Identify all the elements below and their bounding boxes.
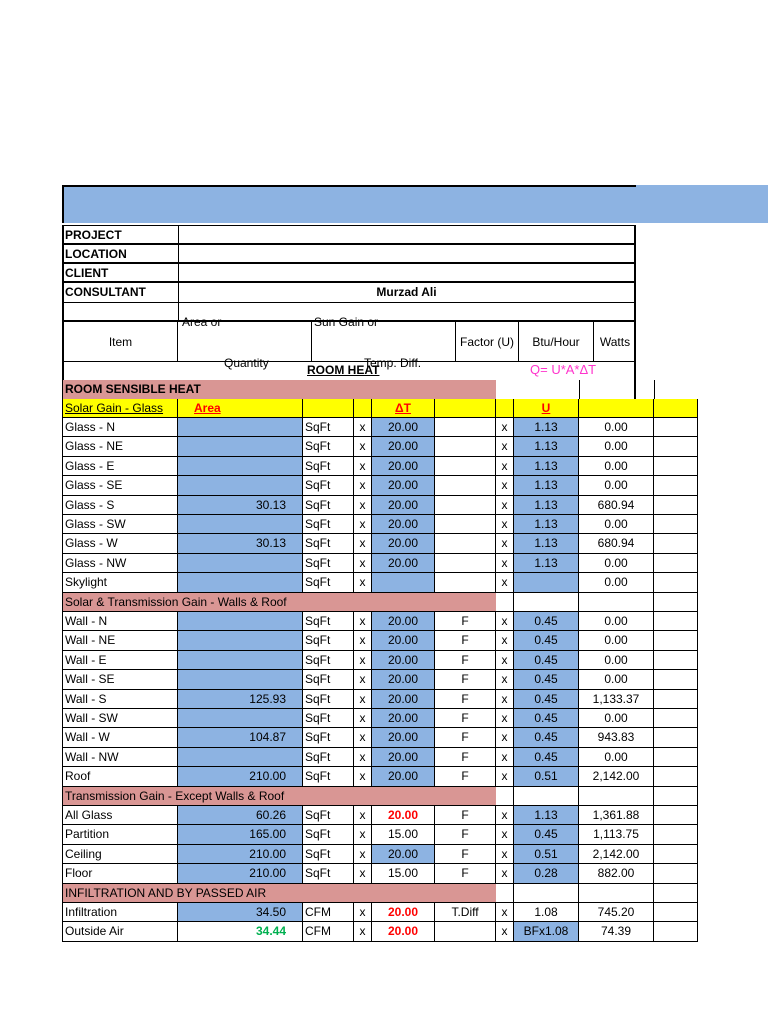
row-delta-t: 20.00 [372,476,435,495]
row-multiply: x [354,825,372,844]
row-multiply: x [354,573,372,592]
info-label: LOCATION [65,247,127,261]
row-u: 0.45 [514,690,579,709]
row-multiply: x [354,845,372,864]
row-multiply: x [496,748,514,767]
row-area [178,418,303,437]
row-unit: SqFt [303,709,354,728]
table-row [62,748,636,767]
section-label: ROOM SENSIBLE HEAT [62,380,496,399]
row-item: Wall - W [62,728,178,747]
row-factor-f [435,476,496,495]
row-item: Wall - S [62,690,178,709]
row-item: Glass - N [62,418,178,437]
row-multiply: x [496,845,514,864]
row-multiply: x [354,864,372,883]
row-multiply: x [496,554,514,573]
row-u: 0.45 [514,612,579,631]
row-unit: SqFt [303,806,354,825]
row-u: 0.45 [514,670,579,689]
row-factor-f [435,496,496,515]
section-infiltration [62,884,636,903]
row-u: 0.51 [514,767,579,786]
row-item: Outside Air [62,922,178,941]
row-delta-t: 20.00 [372,922,435,941]
row-u: 0.45 [514,651,579,670]
row-btu: 2,142.00 [579,767,654,786]
row-item: Wall - NE [62,631,178,650]
row-area: 210.00 [178,845,303,864]
row-btu: 0.00 [579,651,654,670]
row-area [178,515,303,534]
row-factor-f: T.Diff [435,903,496,922]
row-item: Wall - E [62,651,178,670]
row-watts [654,806,698,825]
section-label: Transmission Gain - Except Walls & Roof [62,787,496,806]
row-item: Glass - S [62,496,178,515]
row-multiply: x [354,554,372,573]
section-sensible-heat [62,380,636,399]
row-factor-f: F [435,845,496,864]
row-area [178,748,303,767]
table-row [62,631,636,650]
row-multiply: x [496,476,514,495]
row-area: 125.93 [178,690,303,709]
row-unit: SqFt [303,573,354,592]
col-factor: Factor (U) [456,322,519,361]
row-unit: SqFt [303,496,354,515]
row-item: Glass - SW [62,515,178,534]
row-multiply: x [354,496,372,515]
row-multiply: x [496,864,514,883]
row-unit: SqFt [303,437,354,456]
row-delta-t: 20.00 [372,748,435,767]
table-row [62,709,636,728]
row-btu: 0.00 [579,476,654,495]
row-multiply: x [354,922,372,941]
row-multiply: x [354,690,372,709]
table-row [62,767,640,786]
row-unit: SqFt [303,651,354,670]
row-item: Glass - NE [62,437,178,456]
table-row [62,690,640,709]
info-row-consultant [62,282,636,303]
row-multiply: x [496,496,514,515]
row-btu: 0.00 [579,670,654,689]
row-delta-t: 20.00 [372,457,435,476]
row-delta-t: 20.00 [372,670,435,689]
row-multiply: x [354,476,372,495]
table-row [62,806,640,825]
row-watts [654,670,698,689]
row-delta-t: 20.00 [372,437,435,456]
row-multiply: x [354,418,372,437]
table-row [62,864,636,883]
row-delta-t: 15.00 [372,864,435,883]
row-area: 60.26 [178,806,303,825]
row-multiply: x [354,728,372,747]
row-area: 30.13 [178,534,303,553]
row-multiply: x [354,631,372,650]
row-unit: SqFt [303,864,354,883]
subheader-u: U [514,399,579,418]
row-multiply: x [354,709,372,728]
row-item: Skylight [62,573,178,592]
row-watts [654,437,698,456]
row-delta-t: 20.00 [372,534,435,553]
row-multiply: x [496,651,514,670]
row-area [178,631,303,650]
info-label: PROJECT [65,228,122,242]
row-watts [654,767,698,786]
row-delta-t: 20.00 [372,515,435,534]
cut-quantity-label: Quantity [224,356,269,370]
row-u: 1.13 [514,554,579,573]
row-multiply: x [354,806,372,825]
row-u: 1.13 [514,496,579,515]
row-u: 0.45 [514,631,579,650]
row-area [178,476,303,495]
row-delta-t: 20.00 [372,903,435,922]
table-row [62,418,636,437]
row-unit: CFM [303,922,354,941]
row-multiply: x [496,709,514,728]
row-factor-f [435,457,496,476]
row-btu: 1,133.37 [579,690,654,709]
row-u: 1.13 [514,806,579,825]
row-delta-t: 20.00 [372,845,435,864]
row-unit: SqFt [303,845,354,864]
row-watts [654,554,698,573]
table-row [62,612,636,631]
row-unit: SqFt [303,631,354,650]
row-watts [654,651,698,670]
table-row [62,457,636,476]
row-watts [654,476,698,495]
row-watts [654,903,698,922]
row-area: 165.00 [178,825,303,844]
row-btu: 0.00 [579,515,654,534]
row-factor-f: F [435,670,496,689]
row-item: Partition [62,825,178,844]
row-btu: 0.00 [579,418,654,437]
row-multiply: x [354,515,372,534]
row-multiply: x [354,612,372,631]
row-multiply: x [496,631,514,650]
row-area: 34.50 [178,903,303,922]
row-delta-t: 20.00 [372,612,435,631]
row-multiply: x [496,612,514,631]
row-area [178,612,303,631]
table-row [62,922,636,941]
row-factor-f [435,573,496,592]
info-row-location [62,244,636,263]
row-factor-f: F [435,806,496,825]
table-row [62,496,636,515]
row-delta-t: 20.00 [372,690,435,709]
row-u: BFx1.08 [514,922,579,941]
row-watts [654,845,698,864]
table-row [62,437,636,456]
row-area [178,457,303,476]
row-multiply: x [496,670,514,689]
row-delta-t: 20.00 [372,631,435,650]
row-u: 0.45 [514,709,579,728]
row-factor-f: F [435,864,496,883]
row-multiply: x [496,534,514,553]
row-item: Wall - N [62,612,178,631]
row-u: 1.13 [514,534,579,553]
row-delta-t [372,573,435,592]
row-unit: SqFt [303,612,354,631]
row-watts [654,457,698,476]
room-heat-label: ROOM HEAT [307,363,380,377]
row-multiply: x [496,437,514,456]
row-multiply: x [496,806,514,825]
row-factor-f [435,418,496,437]
row-btu: 745.20 [579,903,654,922]
row-multiply: x [496,728,514,747]
row-u: 1.13 [514,457,579,476]
subheader-row [62,399,636,418]
row-delta-t: 20.00 [372,806,435,825]
row-area: 30.13 [178,496,303,515]
row-multiply: x [496,457,514,476]
row-factor-f: F [435,612,496,631]
table-row [62,903,636,922]
row-factor-f [435,515,496,534]
row-item: Infiltration [62,903,178,922]
row-watts [654,631,698,650]
row-btu: 0.00 [579,612,654,631]
row-u: 1.13 [514,418,579,437]
row-multiply: x [496,573,514,592]
row-delta-t: 20.00 [372,709,435,728]
row-watts [654,864,698,883]
row-factor-f [435,437,496,456]
row-btu: 943.83 [579,728,654,747]
row-factor-f: F [435,767,496,786]
row-multiply: x [496,825,514,844]
subheader-area: Area [178,399,303,418]
row-btu: 2,142.00 [579,845,654,864]
section-except [62,787,636,806]
cut-sun-label: Sun Gain or [314,315,379,329]
row-area [178,670,303,689]
row-area [178,554,303,573]
row-u: 1.08 [514,903,579,922]
consultant-name: Murzad Ali [376,285,437,299]
row-factor-f [435,922,496,941]
row-delta-t: 20.00 [372,767,435,786]
row-delta-t: 20.00 [372,728,435,747]
row-watts [654,515,698,534]
row-factor-f: F [435,825,496,844]
row-watts [654,728,698,747]
table-row [62,651,636,670]
title-frame [62,185,636,223]
row-btu: 0.00 [579,554,654,573]
row-area [178,573,303,592]
row-u: 1.13 [514,476,579,495]
row-area [178,709,303,728]
row-unit: SqFt [303,554,354,573]
row-btu: 0.00 [579,631,654,650]
row-unit: SqFt [303,748,354,767]
row-watts [654,612,698,631]
row-btu: 0.00 [579,573,654,592]
table-row [62,845,640,864]
row-u: 1.13 [514,437,579,456]
cut-area-label: Area or [182,315,222,329]
row-btu: 680.94 [579,534,654,553]
row-multiply: x [354,903,372,922]
info-row-project [62,225,636,244]
info-label: CLIENT [65,266,109,280]
subheader-label: Solar Gain - Glass [62,399,178,418]
row-multiply: x [354,748,372,767]
col-btu: Btu/Hour [519,322,594,361]
row-delta-t: 15.00 [372,825,435,844]
room-heat-row [62,361,636,380]
table-row [62,670,636,689]
row-u: 0.45 [514,825,579,844]
row-btu: 0.00 [579,457,654,476]
row-area [178,437,303,456]
row-area: 104.87 [178,728,303,747]
row-u: 1.13 [514,515,579,534]
row-delta-t: 20.00 [372,554,435,573]
row-u [514,573,579,592]
table-row [62,573,636,592]
row-item: Roof [62,767,178,786]
row-watts [654,534,698,553]
row-area: 34.44 [178,922,303,941]
row-factor-f: F [435,651,496,670]
table-row [62,554,636,573]
row-btu: 0.00 [579,437,654,456]
row-u: 0.45 [514,728,579,747]
row-u: 0.28 [514,864,579,883]
row-multiply: x [496,690,514,709]
row-multiply: x [354,457,372,476]
row-item: Glass - W [62,534,178,553]
row-area [178,651,303,670]
row-unit: SqFt [303,690,354,709]
row-unit: SqFt [303,457,354,476]
row-delta-t: 20.00 [372,496,435,515]
subheader-dt: ΔT [372,399,435,418]
row-unit: SqFt [303,534,354,553]
table-row [62,728,636,747]
cut-temp-label: Temp. Diff. [364,356,422,370]
row-delta-t: 20.00 [372,651,435,670]
row-u: 0.45 [514,748,579,767]
row-unit: SqFt [303,670,354,689]
row-multiply: x [496,903,514,922]
row-multiply: x [496,767,514,786]
row-factor-f: F [435,748,496,767]
row-item: Glass - SE [62,476,178,495]
row-factor-f: F [435,709,496,728]
row-factor-f: F [435,728,496,747]
row-item: Glass - E [62,457,178,476]
row-multiply: x [496,418,514,437]
row-item: Wall - SE [62,670,178,689]
row-item: All Glass [62,806,178,825]
section-label: INFILTRATION AND BY PASSED AIR [62,884,496,903]
room-heat-formula: Q= U*A*ΔT [530,362,597,377]
table-row [62,825,639,844]
info-row-client [62,263,636,282]
row-u: 0.51 [514,845,579,864]
row-item: Ceiling [62,845,178,864]
row-area: 210.00 [178,864,303,883]
row-factor-f: F [435,631,496,650]
info-label: CONSULTANT [65,285,146,299]
row-multiply: x [354,670,372,689]
row-unit: SqFt [303,476,354,495]
row-multiply: x [354,767,372,786]
row-btu: 882.00 [579,864,654,883]
row-factor-f [435,534,496,553]
row-item: Wall - SW [62,709,178,728]
row-btu: 1,113.75 [579,825,654,844]
row-watts [654,922,698,941]
section-label: Solar & Transmission Gain - Walls & Roof [62,593,496,612]
row-unit: SqFt [303,728,354,747]
row-area: 210.00 [178,767,303,786]
row-watts [654,748,698,767]
row-item: Wall - NW [62,748,178,767]
table-row [62,534,636,553]
table-row [62,476,636,495]
row-item: Glass - NW [62,554,178,573]
table-row [62,515,636,534]
row-btu: 1,361.88 [579,806,654,825]
row-multiply: x [354,534,372,553]
col-item: Item [64,322,178,361]
row-unit: SqFt [303,418,354,437]
col-watts: Watts [599,334,631,349]
row-multiply: x [496,922,514,941]
row-btu: 0.00 [579,709,654,728]
row-multiply: x [354,651,372,670]
row-watts [654,418,698,437]
row-factor-f: F [435,690,496,709]
row-btu: 680.94 [579,496,654,515]
row-item: Floor [62,864,178,883]
row-multiply: x [496,515,514,534]
row-btu: 0.00 [579,748,654,767]
row-watts [654,825,698,844]
section-walls [62,593,636,612]
row-unit: CFM [303,903,354,922]
row-factor-f [435,554,496,573]
row-unit: SqFt [303,767,354,786]
row-delta-t: 20.00 [372,418,435,437]
row-watts [654,709,698,728]
row-watts [654,690,698,709]
row-watts [654,496,698,515]
row-multiply: x [354,437,372,456]
row-unit: SqFt [303,515,354,534]
row-watts [654,573,698,592]
row-unit: SqFt [303,825,354,844]
row-btu: 74.39 [579,922,654,941]
